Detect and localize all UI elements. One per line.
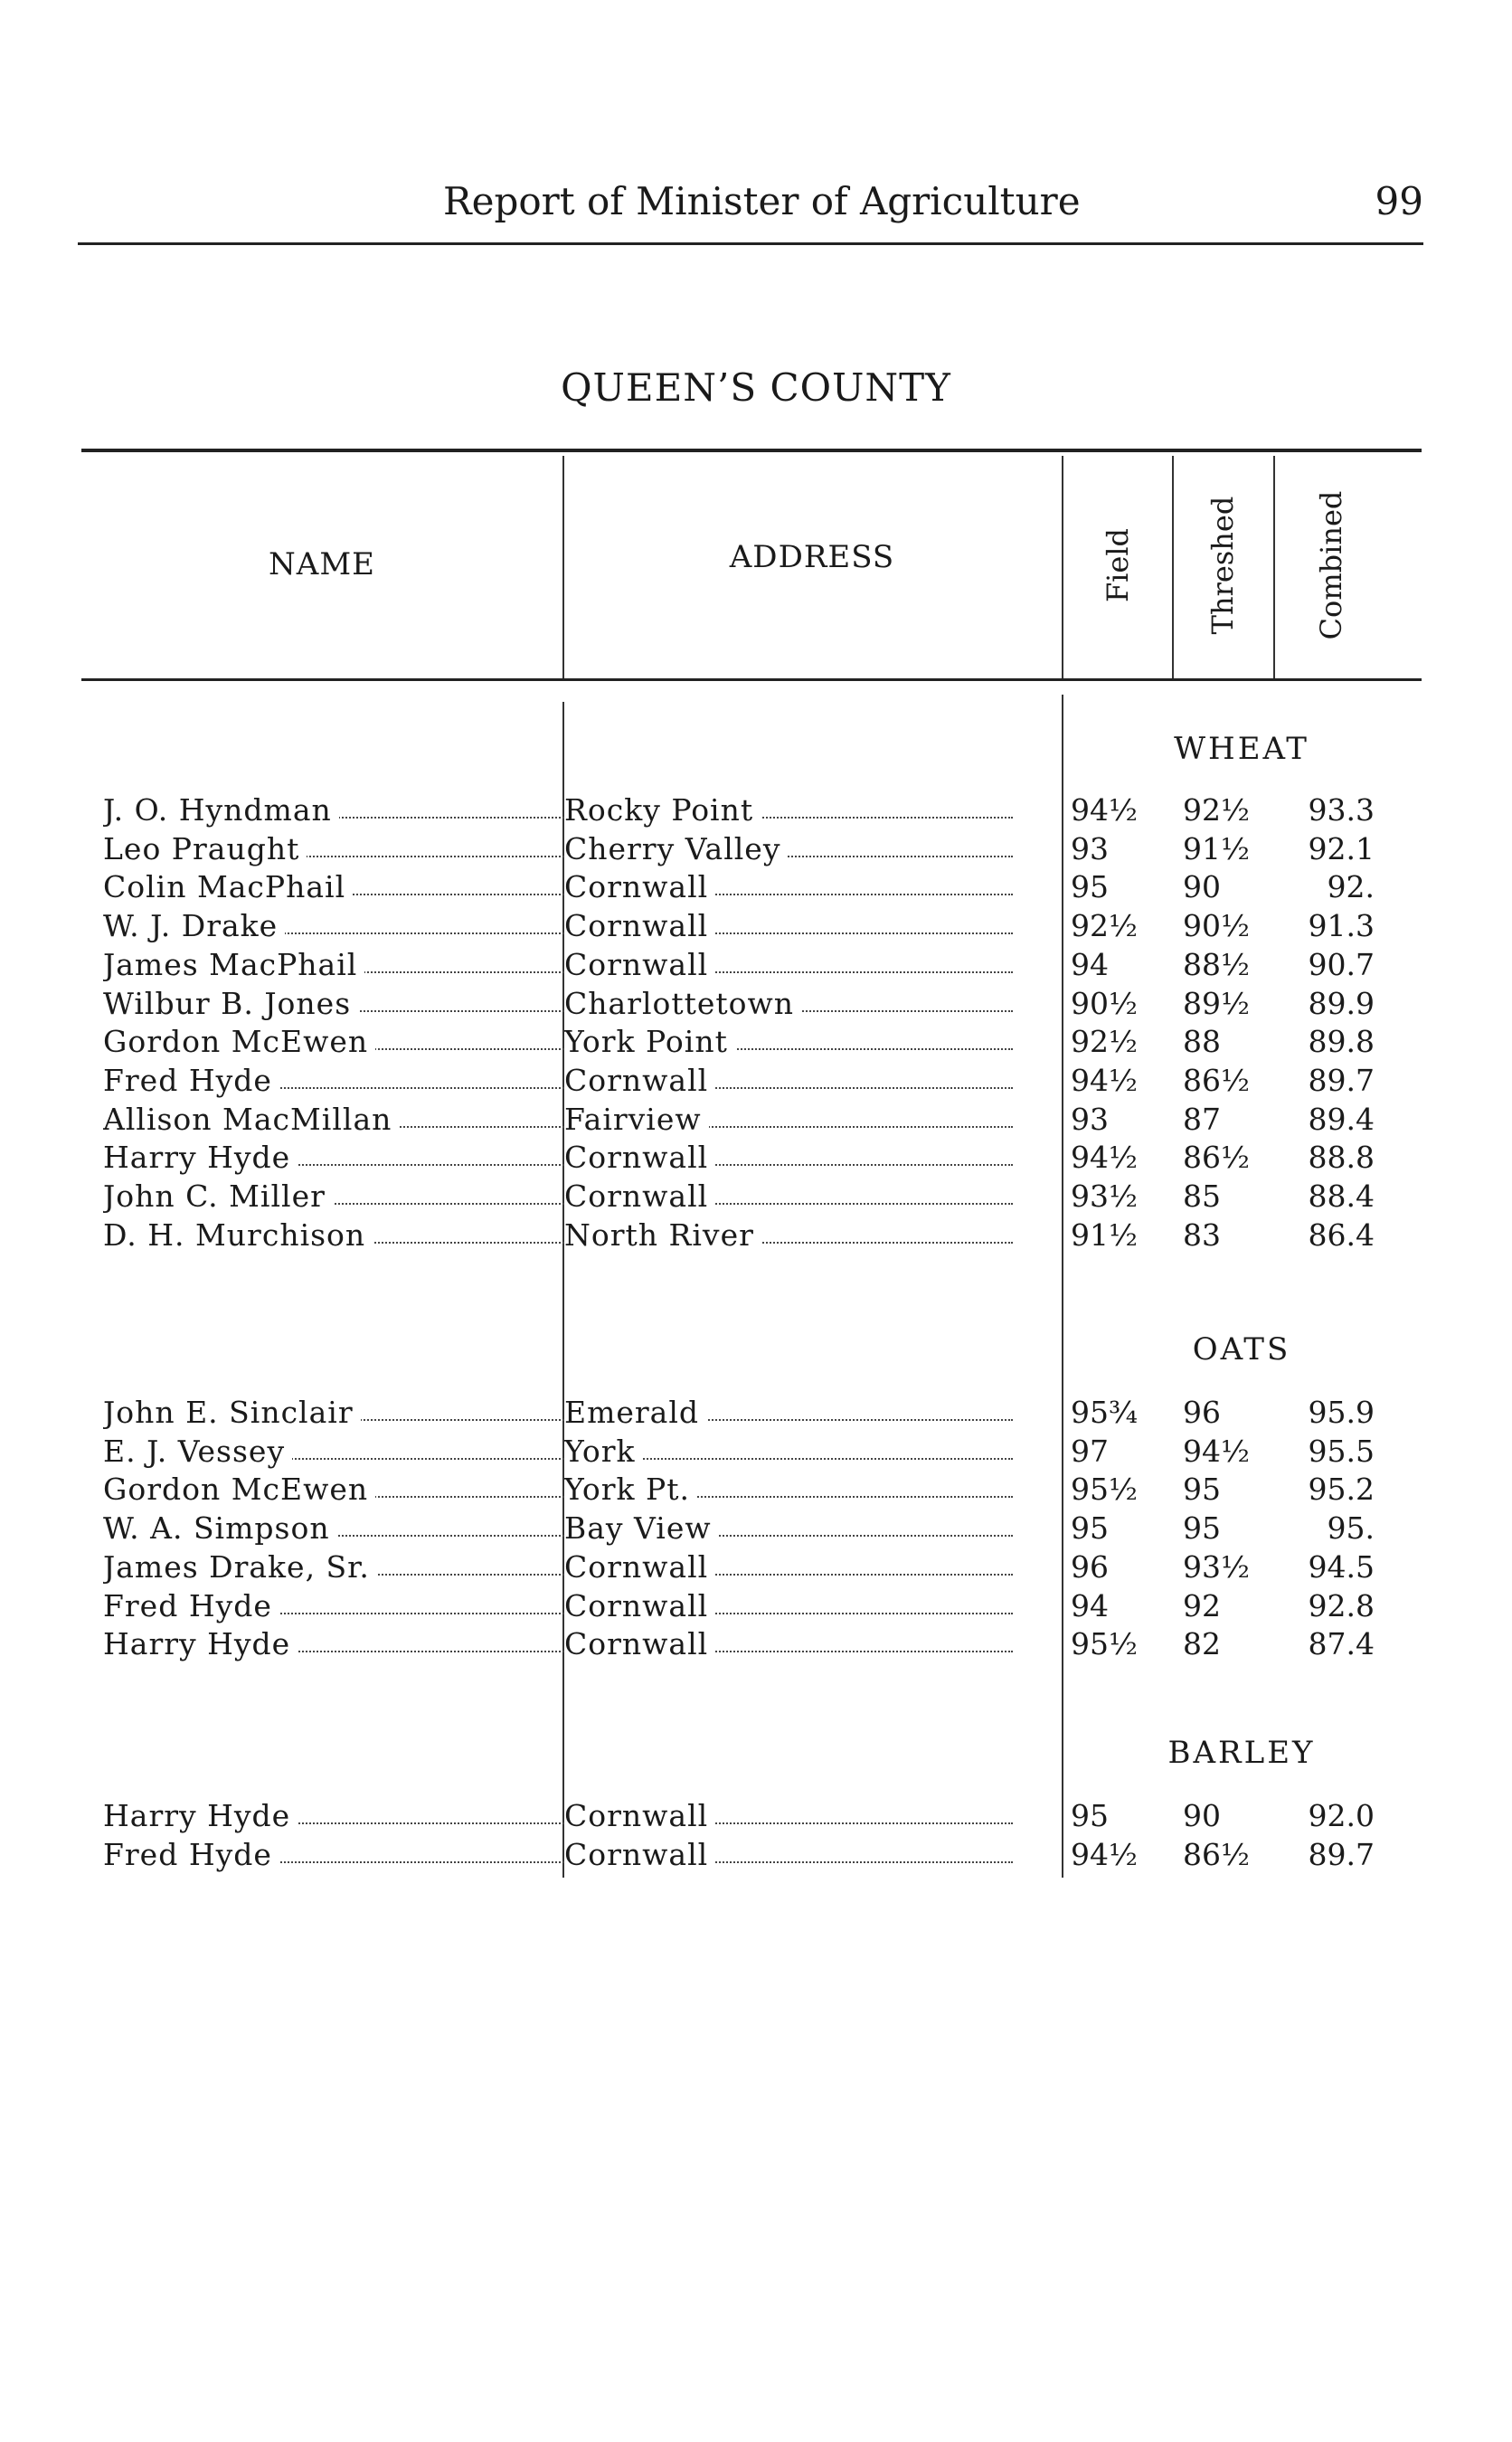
combined-cell: 89.9 <box>1308 985 1375 1021</box>
threshed-cell: 83 <box>1183 1216 1221 1253</box>
address-cell: Cornwall <box>564 1798 1016 1833</box>
combined-cell: 88.8 <box>1308 1140 1375 1176</box>
address-cell: North River <box>564 1217 1016 1253</box>
combined-cell: 95. <box>1327 1510 1375 1547</box>
address-cell: Bay View <box>564 1510 1016 1546</box>
column-header-address: ADDRESS <box>729 539 895 575</box>
field-cell: 94½ <box>1071 792 1138 828</box>
combined-cell: 91.3 <box>1308 908 1375 944</box>
threshed-cell: 86½ <box>1183 1062 1250 1098</box>
address-cell: Cornwall <box>564 1588 1016 1623</box>
column-divider-field <box>1172 456 1174 678</box>
table-row <box>81 986 1422 1026</box>
threshed-cell: 88½ <box>1183 946 1250 982</box>
threshed-cell: 95 <box>1183 1472 1221 1508</box>
name-cell: W. A. Simpson <box>103 1510 582 1546</box>
address-cell: Cornwall <box>564 1140 1016 1175</box>
combined-cell: 95.5 <box>1308 1433 1375 1469</box>
threshed-cell: 82 <box>1183 1626 1221 1662</box>
table-row <box>81 1434 1422 1473</box>
field-cell: 95½ <box>1071 1472 1138 1508</box>
address-cell: Cornwall <box>564 1626 1016 1661</box>
threshed-cell: 86½ <box>1183 1836 1250 1872</box>
field-cell: 92½ <box>1071 908 1138 944</box>
name-cell: Wilbur B. Jones <box>103 986 582 1021</box>
running-head <box>78 0 1423 248</box>
table-row <box>81 1549 1422 1589</box>
address-cell: Cornwall <box>564 1063 1016 1098</box>
table-row <box>81 1024 1422 1064</box>
address-cell: Rocky Point <box>564 792 1016 828</box>
header-rule <box>78 242 1423 245</box>
name-cell: James Drake, Sr. <box>103 1549 582 1585</box>
name-cell: James MacPhail <box>103 947 582 982</box>
column-divider-address <box>1062 456 1063 678</box>
name-cell: W. J. Drake <box>103 908 582 943</box>
table-row <box>81 1510 1422 1550</box>
name-cell: Fred Hyde <box>103 1588 582 1623</box>
section-title-oats: OATS <box>1192 1331 1291 1368</box>
name-cell: Allison MacMillan <box>103 1102 582 1137</box>
threshed-cell: 96 <box>1183 1395 1221 1430</box>
table-header-rule <box>81 678 1422 681</box>
name-cell: John E. Sinclair <box>103 1395 582 1430</box>
combined-cell: 89.7 <box>1308 1836 1375 1872</box>
field-cell: 96 <box>1071 1548 1109 1585</box>
table-row <box>81 869 1422 909</box>
threshed-cell: 94½ <box>1183 1433 1250 1469</box>
table-row <box>81 1837 1422 1877</box>
combined-cell: 88.4 <box>1308 1178 1375 1214</box>
address-cell: York Pt. <box>564 1472 1016 1507</box>
column-divider-threshed <box>1273 456 1275 678</box>
table-row <box>81 947 1422 987</box>
column-header-threshed: Threshed <box>1205 496 1240 635</box>
threshed-cell: 85 <box>1183 1178 1221 1214</box>
table-row <box>81 1472 1422 1511</box>
address-cell: York Point <box>564 1024 1016 1059</box>
address-cell: Cornwall <box>564 947 1016 982</box>
field-cell: 92½ <box>1071 1024 1138 1060</box>
name-cell: Gordon McEwen <box>103 1472 582 1507</box>
address-cell: Fairview <box>564 1102 1016 1137</box>
combined-cell: 90.7 <box>1308 946 1375 982</box>
results-table <box>81 449 1422 1896</box>
address-cell: Charlottetown <box>564 986 1016 1021</box>
table-row <box>81 1178 1422 1218</box>
threshed-cell: 92 <box>1183 1587 1221 1623</box>
field-cell: 93 <box>1071 830 1109 866</box>
field-cell: 94½ <box>1071 1062 1138 1098</box>
address-cell: Cherry Valley <box>564 831 1016 866</box>
address-cell: Cornwall <box>564 1178 1016 1214</box>
table-row <box>81 1798 1422 1838</box>
table-row <box>81 831 1422 871</box>
threshed-cell: 92½ <box>1183 792 1250 828</box>
county-heading: QUEEN’S COUNTY <box>561 365 951 410</box>
column-header-name: NAME <box>269 546 375 582</box>
field-cell: 94½ <box>1071 1836 1138 1872</box>
name-cell: Fred Hyde <box>103 1063 582 1098</box>
field-cell: 93 <box>1071 1101 1109 1137</box>
name-cell: D. H. Murchison <box>103 1217 582 1253</box>
table-row <box>81 1063 1422 1103</box>
table-row <box>81 1217 1422 1257</box>
field-cell: 90½ <box>1071 985 1138 1021</box>
threshed-cell: 93½ <box>1183 1548 1250 1585</box>
threshed-cell: 91½ <box>1183 830 1250 866</box>
threshed-cell: 89½ <box>1183 985 1250 1021</box>
threshed-cell: 87 <box>1183 1101 1221 1137</box>
threshed-cell: 90½ <box>1183 908 1250 944</box>
field-cell: 97 <box>1071 1433 1109 1469</box>
combined-cell: 92.8 <box>1308 1587 1375 1623</box>
threshed-cell: 90 <box>1183 1798 1221 1833</box>
threshed-cell: 90 <box>1183 869 1221 905</box>
combined-cell: 86.4 <box>1308 1216 1375 1253</box>
address-cell: Cornwall <box>564 869 1016 904</box>
table-row <box>81 1102 1422 1141</box>
combined-cell: 89.4 <box>1308 1101 1375 1137</box>
combined-cell: 94.5 <box>1308 1548 1375 1585</box>
name-cell: Harry Hyde <box>103 1798 582 1833</box>
threshed-cell: 86½ <box>1183 1140 1250 1176</box>
field-cell: 95½ <box>1071 1626 1138 1662</box>
combined-cell: 89.8 <box>1308 1024 1375 1060</box>
field-cell: 95 <box>1071 1510 1109 1547</box>
threshed-cell: 95 <box>1183 1510 1221 1547</box>
name-cell: Fred Hyde <box>103 1837 582 1872</box>
section-title-barley: BARLEY <box>1167 1735 1316 1771</box>
name-cell: Harry Hyde <box>103 1140 582 1175</box>
address-cell: Cornwall <box>564 1549 1016 1585</box>
table-row <box>81 1395 1422 1434</box>
combined-cell: 95.9 <box>1308 1395 1375 1430</box>
field-cell: 94 <box>1071 1587 1109 1623</box>
table-row <box>81 1626 1422 1666</box>
section-title-wheat: WHEAT <box>1174 731 1309 767</box>
address-cell: Emerald <box>564 1395 1016 1430</box>
field-cell: 94½ <box>1071 1140 1138 1176</box>
running-head-title: Report of Minister of Agriculture <box>443 179 1081 223</box>
combined-cell: 87.4 <box>1308 1626 1375 1662</box>
name-cell: Leo Praught <box>103 831 582 866</box>
column-header-combined: Combined <box>1314 490 1348 640</box>
table-row <box>81 908 1422 948</box>
combined-cell: 93.3 <box>1308 792 1375 828</box>
field-cell: 95¾ <box>1071 1395 1138 1430</box>
column-header-field: Field <box>1101 527 1135 603</box>
name-cell: Harry Hyde <box>103 1626 582 1661</box>
name-cell: J. O. Hyndman <box>103 792 582 828</box>
address-cell: York <box>564 1434 1016 1469</box>
combined-cell: 92. <box>1327 869 1375 905</box>
field-cell: 94 <box>1071 946 1109 982</box>
field-cell: 93½ <box>1071 1178 1138 1214</box>
address-cell: Cornwall <box>564 1837 1016 1872</box>
address-cell: Cornwall <box>564 908 1016 943</box>
page-number: 99 <box>1375 179 1423 223</box>
combined-cell: 95.2 <box>1308 1472 1375 1508</box>
name-cell: Colin MacPhail <box>103 869 582 904</box>
table-row <box>81 792 1422 832</box>
name-cell: John C. Miller <box>103 1178 582 1214</box>
name-cell: E. J. Vessey <box>103 1434 582 1469</box>
combined-cell: 89.7 <box>1308 1062 1375 1098</box>
field-cell: 95 <box>1071 869 1109 905</box>
combined-cell: 92.0 <box>1308 1798 1375 1833</box>
table-row <box>81 1140 1422 1179</box>
field-cell: 91½ <box>1071 1216 1138 1253</box>
table-row <box>81 1588 1422 1628</box>
combined-cell: 92.1 <box>1308 830 1375 866</box>
table-top-rule <box>81 449 1422 452</box>
field-cell: 95 <box>1071 1798 1109 1833</box>
threshed-cell: 88 <box>1183 1024 1221 1060</box>
name-cell: Gordon McEwen <box>103 1024 582 1059</box>
